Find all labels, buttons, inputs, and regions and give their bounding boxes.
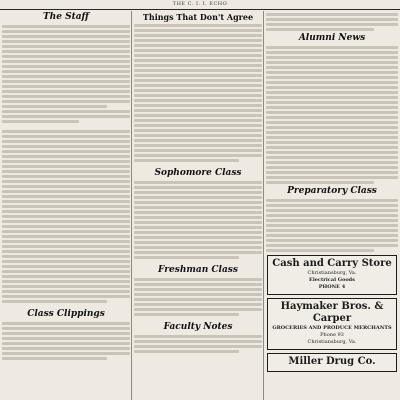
ad-title: Haymaker Bros. & Carper — [280, 301, 384, 324]
column-1 — [2, 11, 130, 400]
editorial-article-text — [2, 130, 130, 303]
notice-text — [266, 13, 398, 31]
freshman-heading: Freshman Class — [158, 265, 238, 275]
column-rule — [263, 11, 264, 400]
ad-line: Electrical Goods — [309, 277, 355, 283]
ad-cash-and-carry — [267, 255, 397, 295]
class-clippings-heading: Class Clippings — [27, 309, 105, 319]
ad-line: GROCERIES AND PRODUCE MERCHANTS — [272, 325, 392, 331]
class-clippings-text — [2, 322, 130, 360]
ad-line: Christiansburg, Va. — [307, 270, 357, 276]
freshman-text — [134, 278, 262, 316]
ad-title: Cash and Carry Store — [272, 258, 392, 269]
preparatory-class-text — [266, 199, 398, 252]
ad-line: Christiansburg, Va. — [307, 339, 357, 345]
preparatory-class-heading: Preparatory Class — [287, 186, 377, 196]
ad-haymaker-bros — [267, 298, 397, 350]
masthead: THE C. I. I. ECHO — [0, 0, 400, 10]
faculty-notes-heading: Faculty Notes — [163, 322, 233, 332]
ad-line: Phone 93 — [320, 332, 344, 338]
column-3 — [266, 11, 398, 400]
staff-roster-text — [2, 25, 130, 123]
column-rule — [131, 11, 132, 400]
sophomore-heading: Sophomore Class — [154, 168, 242, 178]
things-heading: Things That Don't Agree — [142, 12, 254, 22]
alumni-news-text — [266, 46, 398, 184]
faculty-notes-text — [134, 335, 262, 353]
alumni-news-heading: Alumni News — [298, 33, 366, 43]
ad-line: PHONE 4 — [318, 284, 346, 290]
staff-heading: The Staff — [42, 12, 90, 22]
ad-title: Miller Drug Co. — [288, 356, 376, 367]
ad-miller-drug — [267, 353, 397, 372]
sophomore-text — [134, 181, 262, 259]
things-text — [134, 24, 262, 162]
column-2 — [134, 11, 262, 400]
